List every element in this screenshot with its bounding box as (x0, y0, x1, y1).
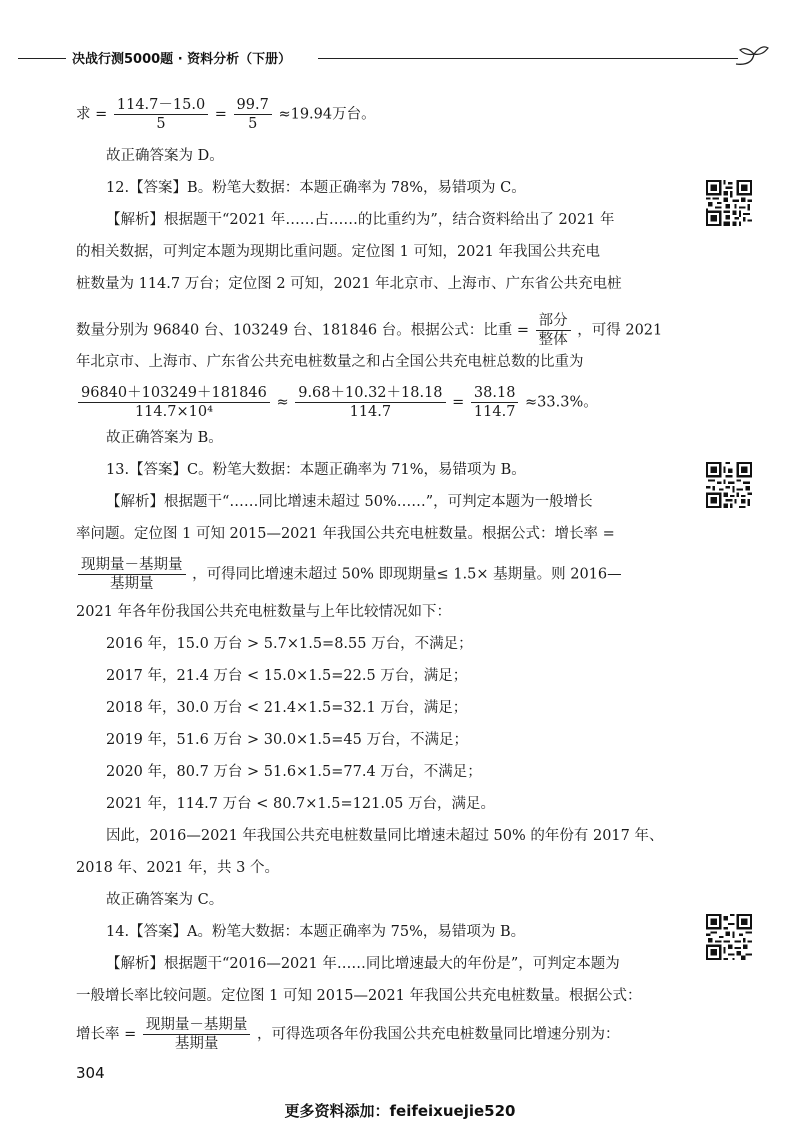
fraction: $\frac{\text{现期量－基期量}}{\text{基期量}}$ (143, 1016, 251, 1053)
page-number: 304 (76, 1064, 105, 1082)
sprout-icon (732, 42, 770, 72)
fraction: $\frac{\text{现期量－基期量}}{\text{基期量}}$ (78, 556, 186, 593)
conclusion-line: 因此，2016—2021 年我国公共充电桩数量同比增速未超过 50% 的年份有 2017 年、 (106, 828, 664, 844)
answer-line: 故正确答案为 B。 (106, 430, 223, 446)
formula-line-growth-2: 增长率 = $\frac{\text{现期量－基期量}}{\text{基期量}}$ ，可得选项各年份我国公共充电桩数量同比增速分别为： (76, 1017, 620, 1052)
question-12-answer: 12.【答案】B。粉笔大数据：本题正确率为 78%，易错项为 C。 (106, 180, 526, 196)
year-comparison: 2016 年，15.0 万台 > 5.7×1.5=8.55 万台，不满足； (106, 636, 473, 652)
qr-code-icon[interactable] (706, 462, 752, 508)
qr-code-icon[interactable] (706, 180, 752, 226)
text-line: 2018 年、2021 年，共 3 个。 (76, 860, 279, 876)
text-line: 率问题。定位图 1 可知 2015—2021 年我国公共充电桩数量。根据公式：增长率 = (76, 526, 615, 542)
running-header (0, 44, 800, 74)
question-12-analysis: 【解析】根据题干“2021 年……占……的比重约为”，结合资料给出了 2021 年 (106, 212, 615, 228)
formula-line-1: 求 = $\frac{114.7-15.0}{5}$ = $\frac{99.7}{5}$ ≈19.94万台。 (76, 97, 376, 132)
fraction: $\frac{99.7}{5}$ (234, 96, 272, 133)
text-line: 年北京市、上海市、广东省公共充电桩数量之和占全国公共充电桩总数的比重为 (76, 354, 584, 370)
fraction: $\frac{9.68+10.32+18.18}{114.7}$ (295, 384, 445, 421)
question-13-analysis: 【解析】根据题干“……同比增速未超过 50%……”，可判定本题为一般增长 (106, 494, 593, 510)
year-comparison: 2021 年，114.7 万台 < 80.7×1.5=121.05 万台，满足。 (106, 796, 495, 812)
book-title: 决战行测5000题 · 资料分析（下册） (72, 52, 292, 67)
header-rule-right (318, 58, 738, 59)
fraction: $\frac{38.18}{114.7}$ (471, 384, 519, 421)
year-comparison: 2017 年，21.4 万台 < 15.0×1.5=22.5 万台，满足； (106, 668, 468, 684)
formula-line-ratio: 数量分别为 96840 台、103249 台、181846 台。根据公式：比重 = $\frac{\text{部分}}{\text{整体}}$ ，可得 2021 (76, 313, 663, 348)
fraction: $\frac{96840+103249+181846}{\text{114.7×10⁴}}$ (78, 384, 270, 421)
qr-code-icon[interactable] (706, 914, 752, 960)
text-line: 一般增长率比较问题。定位图 1 可知 2015—2021 年我国公共充电桩数量。根据公式： (76, 988, 642, 1004)
question-14-analysis: 【解析】根据题干“2016—2021 年……同比增速最大的年份是”，可判定本题为 (106, 956, 620, 972)
text-line: 2021 年各年份我国公共充电桩数量与上年比较情况如下： (76, 604, 452, 620)
answer-line: 故正确答案为 C。 (106, 892, 224, 908)
header-rule-left (18, 58, 66, 59)
text-line: 的相关数据，可判定本题为现期比重问题。定位图 1 可知，2021 年我国公共充电 (76, 244, 600, 260)
footer-note: 更多资料添加：feifeixuejie520 (284, 1102, 516, 1120)
question-14-answer: 14.【答案】A。粉笔大数据：本题正确率为 75%，易错项为 B。 (106, 924, 526, 940)
answer-line: 故正确答案为 D。 (106, 148, 224, 164)
year-comparison: 2018 年，30.0 万台 < 21.4×1.5=32.1 万台，满足； (106, 700, 468, 716)
fraction: $\frac{114.7-15.0}{5}$ (114, 96, 208, 133)
fraction: $\frac{\text{部分}}{\text{整体}}$ (536, 312, 571, 349)
formula-line-calc: $\frac{96840+103249+181846}{\text{114.7×10⁴}}$ ≈ $\frac{9.68+10.32+18.18}{114.7}$ = $\frac{38.18}{114.7}$ ≈33.3%。 (76, 384, 598, 421)
question-13-answer: 13.【答案】C。粉笔大数据：本题正确率为 71%，易错项为 B。 (106, 462, 526, 478)
text-line: 桩数量为 114.7 万台；定位图 2 可知，2021 年北京市、上海市、广东省公共充电桩 (76, 276, 622, 292)
year-comparison: 2020 年，80.7 万台 > 51.6×1.5=77.4 万台，不满足； (106, 764, 482, 780)
formula-line-growth: $\frac{\text{现期量－基期量}}{\text{基期量}}$ ，可得同比增速未超过 50% 即现期量≤ 1.5× 基期量。则 2016— (76, 556, 622, 593)
year-comparison: 2019 年，51.6 万台 > 30.0×1.5=45 万台，不满足； (106, 732, 468, 748)
